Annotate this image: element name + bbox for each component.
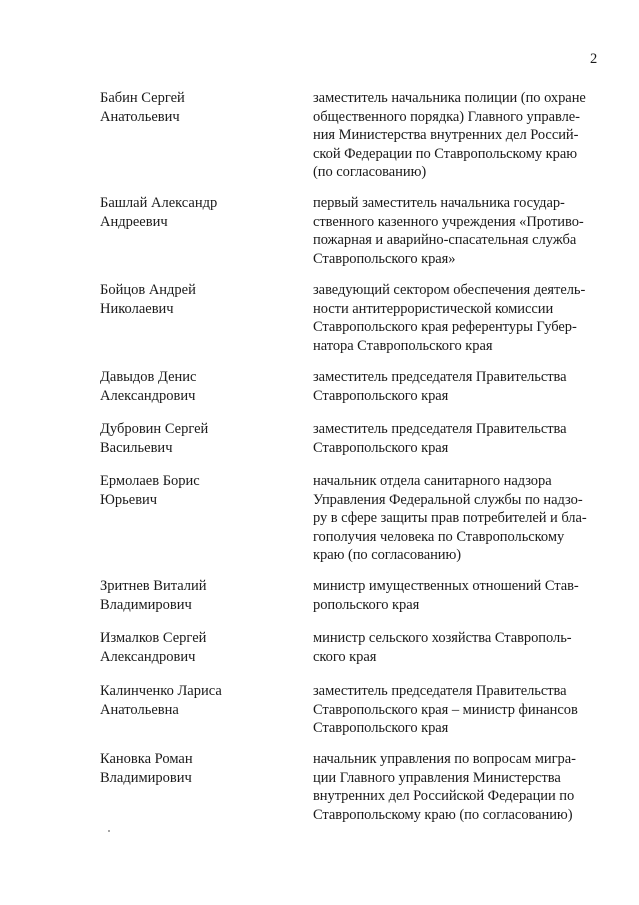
member-name: Давыдов Денис Александрович (100, 369, 197, 404)
member-role: первый заместитель начальника государ- ственного казенного учреждения «Противо- пожарная и аварийно-спасательная служба Ставропольского края» (313, 195, 584, 267)
member-name: Кановка Роман Владимирович (100, 751, 193, 786)
member-role: заместитель начальника полиции (по охране общественного порядка) Главного управле- ния Министерства внутренних дел Россий- ской Федерации по Ставропольскому краю (по согласованию) (313, 90, 586, 180)
member-role: заместитель председателя Правительства Ставропольского края (313, 421, 567, 456)
scan-speck (108, 830, 110, 832)
member-name: Бабин Сергей Анатольевич (100, 90, 185, 125)
member-name: Ермолаев Борис Юрьевич (100, 473, 200, 508)
member-name: Измалков Сергей Александрович (100, 630, 207, 665)
member-name: Дубровин Сергей Васильевич (100, 421, 209, 456)
member-role: начальник управления по вопросам мигра- ции Главного управления Министерства внутренних дел Российской Федерации по Ставропольскому краю (по согласованию) (313, 751, 576, 823)
member-name: Бойцов Андрей Николаевич (100, 282, 196, 317)
member-name: Калинченко Лариса Анатольевна (100, 683, 222, 718)
member-role: министр имущественных отношений Став- ропольского края (313, 578, 579, 613)
page-number: 2 (590, 51, 598, 67)
member-role: начальник отдела санитарного надзора Управления Федеральной службы по надзо- ру в сфере защиты прав потребителей и бла- гополучия человека по Ставропольскому краю (по согласованию) (313, 473, 587, 563)
member-role: заместитель председателя Правительства Ставропольского края (313, 369, 567, 404)
member-role: заместитель председателя Правительства Ставропольского края – министр финансов Ставропольского края (313, 683, 578, 736)
member-name: Зритнев Виталий Владимирович (100, 578, 207, 613)
member-name: Башлай Александр Андреевич (100, 195, 218, 230)
member-role: заведующий сектором обеспечения деятель- ности антитеррористической комиссии Ставропольского края референтуры Губер- натора Ставропольского края (313, 282, 586, 354)
member-role: министр сельского хозяйства Ставрополь- ского края (313, 630, 572, 665)
